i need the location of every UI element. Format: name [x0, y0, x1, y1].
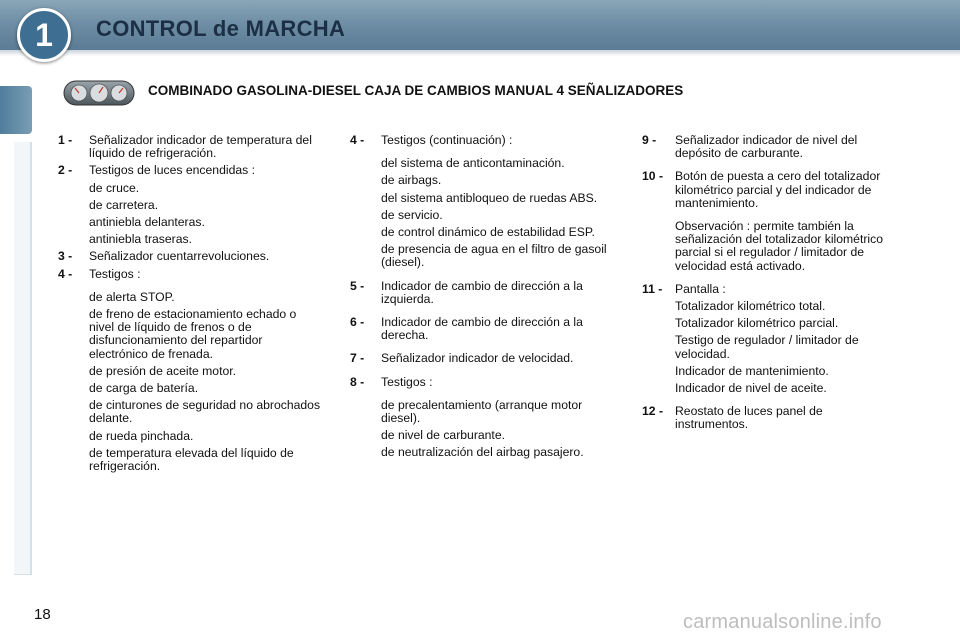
item-text: Pantalla :: [675, 281, 726, 296]
sub-item: Totalizador kilométrico total.: [675, 299, 826, 314]
item-number: 11 -: [642, 281, 663, 296]
item-number: 10 -: [642, 169, 664, 184]
sub-item: de alerta STOP.: [89, 289, 175, 304]
sub-item: Indicador de mantenimiento.: [675, 363, 829, 378]
side-tab-active[interactable]: [0, 86, 32, 134]
item-text: Indicador de cambio de dirección a la izquierda.: [381, 278, 583, 306]
sub-item: Totalizador kilométrico parcial.: [675, 316, 839, 331]
side-tab-strip: [0, 62, 34, 578]
sub-item: Testigo de regulador / limitador de velocidad.: [675, 333, 859, 361]
legend-item-3: [58, 250, 323, 263]
legend-column-3: [642, 134, 897, 436]
item-number: 1 -: [58, 133, 73, 147]
sub-item: de freno de estacionamiento echado o nivel de líquido de frenos o de disfuncionamiento del repartidor electrónico de frenada.: [89, 307, 297, 361]
sub-item: de neutralización del airbag pasajero.: [381, 445, 584, 460]
legend-item-11: [642, 283, 897, 296]
item-number: 4 -: [58, 266, 73, 281]
side-tab[interactable]: [14, 430, 32, 479]
chapter-badge: 1: [17, 8, 71, 62]
sub-item: de precalentamiento (arranque motor diesel).: [381, 397, 583, 426]
item-text: Señalizador indicador de velocidad.: [381, 351, 574, 366]
legend-item-2: [58, 164, 323, 177]
legend-item-10: [642, 170, 897, 210]
side-tab[interactable]: [14, 286, 32, 335]
side-tab[interactable]: [14, 142, 32, 191]
sub-item: de presencia de agua en el filtro de gasoil (diesel).: [381, 242, 607, 270]
section-title: COMBINADO GASOLINA-DIESEL CAJA DE CAMBIOS MANUAL 4 SEÑALIZADORES: [148, 83, 684, 98]
sub-item: de carga de batería.: [89, 381, 199, 396]
item-text: Botón de puesta a cero del totalizador kilométrico parcial y del indicador de mantenimiento.: [675, 169, 881, 210]
side-tab[interactable]: [14, 334, 32, 383]
item-number: 12 -: [642, 404, 664, 419]
side-tab[interactable]: [14, 478, 32, 527]
legend-item-5: [350, 280, 620, 306]
watermark: carmanualsonline.info: [683, 611, 882, 633]
item-number: 4 -: [350, 133, 365, 147]
item-text: Señalizador cuentarrevoluciones.: [89, 249, 270, 264]
item-text: Reostato de luces panel de instrumentos.: [675, 404, 823, 432]
legend-item-12: [642, 405, 897, 431]
item-text: Testigos (continuación) :: [381, 133, 513, 147]
item-number: 5 -: [350, 278, 365, 293]
legend-item-6: [350, 316, 620, 342]
side-tab[interactable]: [14, 238, 32, 287]
sub-item: de airbags.: [381, 173, 442, 188]
sub-item: de control dinámico de estabilidad ESP.: [381, 225, 595, 240]
header-shadow: [0, 50, 960, 56]
sub-item: de cinturones de seguridad no abrochados delante.: [89, 398, 321, 426]
sub-item: de servicio.: [381, 207, 443, 222]
sub-item: de temperatura elevada del líquido de refrigeración.: [89, 445, 294, 474]
side-tab[interactable]: [14, 190, 32, 239]
sub-item: Observación : permite también la señalización del totalizador kilométrico parcial si el regulador / limitador de velocidad está activado.: [675, 219, 883, 273]
legend-item-8: [350, 376, 620, 389]
legend-item-4: [58, 268, 323, 281]
side-tab[interactable]: [14, 526, 32, 575]
side-tab[interactable]: [14, 382, 32, 431]
instrument-cluster-icon: [63, 80, 135, 106]
item-text: Testigos :: [381, 374, 433, 389]
item-number: 2 -: [58, 163, 73, 178]
legend-column-1: [58, 134, 323, 477]
sub-item: del sistema antibloqueo de ruedas ABS.: [381, 190, 598, 205]
legend-item-4-cont: [350, 134, 620, 147]
sub-item: de cruce.: [89, 180, 140, 195]
item-number: 8 -: [350, 374, 365, 389]
item-text: Señalizador indicador de nivel del depósito de carburante.: [675, 133, 858, 161]
item-number: 9 -: [642, 133, 657, 147]
item-text: Testigos :: [89, 266, 141, 281]
sub-item: del sistema de anticontaminación.: [381, 156, 565, 171]
item-number: 7 -: [350, 351, 365, 366]
sub-item: Indicador de nivel de aceite.: [675, 381, 827, 396]
item-text: Señalizador indicador de temperatura del líquido de refrigeración.: [89, 133, 312, 161]
sub-item: de rueda pinchada.: [89, 428, 194, 443]
legend-item-1: [58, 134, 323, 160]
item-number: 3 -: [58, 249, 73, 264]
legend-item-9: [642, 134, 897, 160]
legend-column-2: [350, 134, 620, 464]
sub-item: de carretera.: [89, 197, 159, 212]
sub-item: de nivel de carburante.: [381, 428, 505, 443]
page-number: 18: [34, 606, 51, 623]
item-text: Indicador de cambio de dirección a la derecha.: [381, 315, 583, 343]
legend-item-7: [350, 352, 620, 365]
page-title: CONTROL de MARCHA: [96, 16, 346, 41]
item-number: 6 -: [350, 315, 365, 330]
sub-item: de presión de aceite motor.: [89, 363, 237, 378]
item-text: Testigos de luces encendidas :: [89, 163, 255, 178]
sub-item: antiniebla delanteras.: [89, 215, 205, 230]
sub-item: antiniebla traseras.: [89, 232, 192, 247]
